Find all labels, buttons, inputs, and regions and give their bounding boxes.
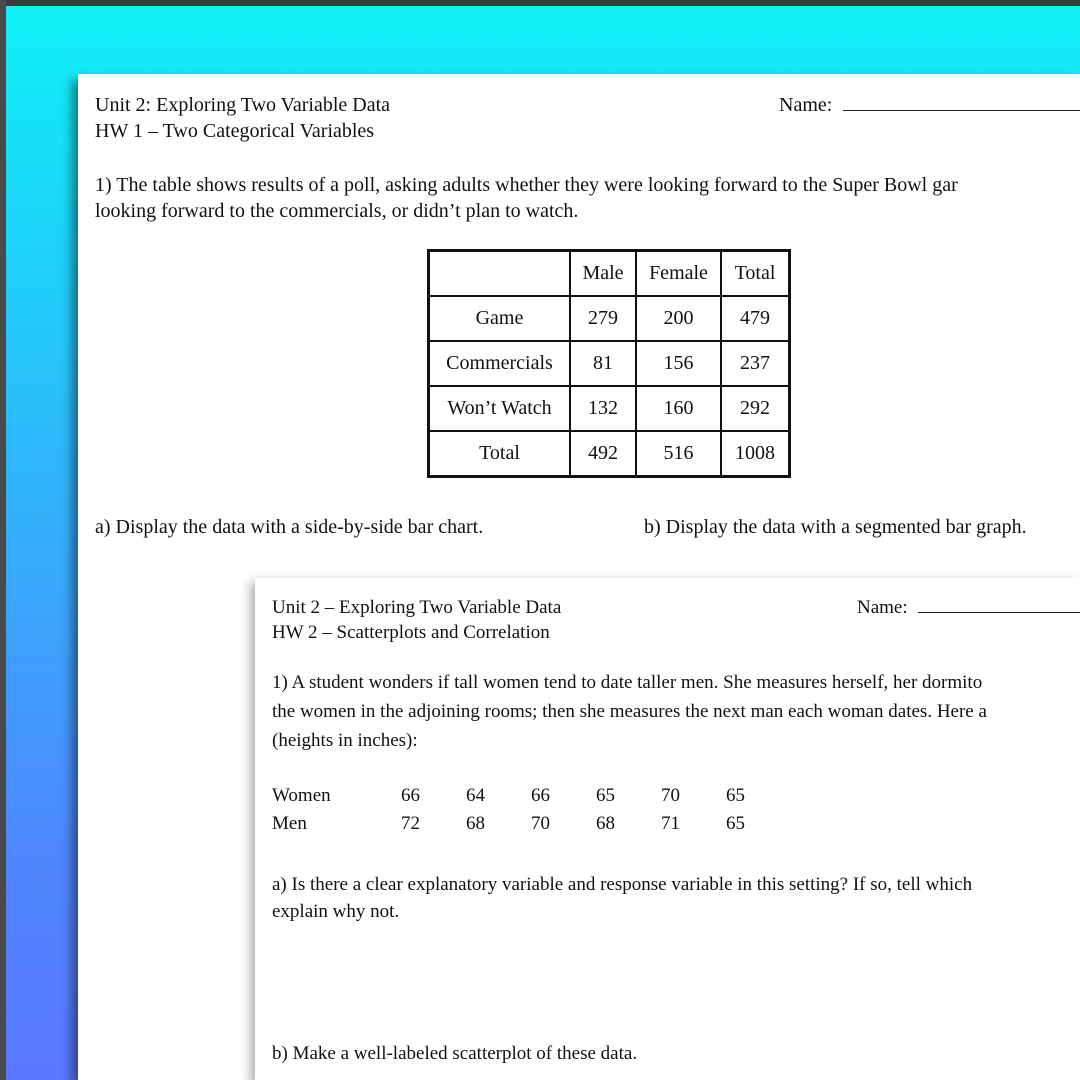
men-height-value: 65 (726, 813, 745, 834)
hw2-question-1-line-3: (heights in inches): (272, 730, 418, 751)
table-row (429, 251, 790, 297)
table-row-label: Total (429, 431, 571, 477)
table-header-cell: Male (570, 251, 636, 297)
two-way-table (427, 249, 791, 478)
hw1-name-line (843, 96, 1080, 111)
women-height-value: 70 (661, 785, 680, 806)
men-height-value: 68 (596, 813, 615, 834)
hw2-part-a-line-2: explain why not. (272, 901, 400, 922)
women-label: Women (272, 785, 331, 806)
window-left-border (0, 0, 6, 1080)
men-heights-row (272, 813, 872, 839)
table-row-label: Game (429, 296, 571, 341)
men-height-value: 70 (531, 813, 550, 834)
table-cell: 156 (636, 341, 721, 386)
hw2-name-line (918, 598, 1080, 613)
hw1-part-a: a) Display the data with a side-by-side bar chart. (95, 516, 484, 538)
table-cell: 279 (570, 296, 636, 341)
men-height-value: 72 (401, 813, 420, 834)
women-height-value: 65 (726, 785, 745, 806)
hw1-question-1-line-2: looking forward to the commercials, or didn’t plan to watch. (95, 200, 579, 222)
table-row-label: Won’t Watch (429, 386, 571, 431)
hw2-unit-title: Unit 2 – Exploring Two Variable Data (272, 597, 562, 618)
table-row (429, 431, 790, 477)
hw1-hw-title: HW 1 – Two Categorical Variables (95, 120, 375, 142)
table-row (429, 386, 790, 431)
table-cell: 81 (570, 341, 636, 386)
women-height-value: 66 (401, 785, 420, 806)
table-cell: 132 (570, 386, 636, 431)
women-height-value: 65 (596, 785, 615, 806)
women-height-value: 66 (531, 785, 550, 806)
table-header-cell: Total (721, 251, 790, 297)
women-heights-row (272, 785, 872, 811)
table-cell: 292 (721, 386, 790, 431)
table-cell: 237 (721, 341, 790, 386)
hw2-part-b: b) Make a well-labeled scatterplot of these data. (272, 1043, 638, 1064)
table-row-label: Commercials (429, 341, 571, 386)
table-cell: 516 (636, 431, 721, 477)
hw1-question-1-line-1: 1) The table shows results of a poll, asking adults whether they were looking forward to the Super Bowl gar (95, 174, 958, 196)
hw1-unit-title: Unit 2: Exploring Two Variable Data (95, 94, 391, 116)
hw2-question-1-line-2: the women in the adjoining rooms; then she measures the next man each woman dates. Here a (272, 701, 987, 722)
table-cell: 492 (570, 431, 636, 477)
hw2-name-label: Name: (857, 597, 908, 618)
hw2-question-1-line-1: 1) A student wonders if tall women tend to date taller men. She measures herself, her dormito (272, 672, 983, 693)
hw1-name-field (779, 92, 1080, 118)
hw2-part-a-line-1: a) Is there a clear explanatory variable and response variable in this setting? If so, tell which (272, 874, 973, 895)
men-height-value: 71 (661, 813, 680, 834)
hw1-name-label: Name: (779, 94, 833, 116)
table-cell: 479 (721, 296, 790, 341)
window-top-border (0, 0, 1080, 6)
men-height-value: 68 (466, 813, 485, 834)
worksheet-hw2 (255, 578, 1080, 1080)
hw2-hw-title: HW 2 – Scatterplots and Correlation (272, 622, 550, 643)
table-cell: 160 (636, 386, 721, 431)
table-header-cell: Female (636, 251, 721, 297)
table-row (429, 341, 790, 386)
table-cell: 200 (636, 296, 721, 341)
table-row (429, 296, 790, 341)
table-cell: 1008 (721, 431, 790, 477)
women-height-value: 64 (466, 785, 485, 806)
hw1-part-b: b) Display the data with a segmented bar graph. (644, 516, 1027, 538)
hw2-name-field (857, 595, 1080, 621)
men-label: Men (272, 813, 307, 834)
table-header-cell (429, 251, 571, 297)
